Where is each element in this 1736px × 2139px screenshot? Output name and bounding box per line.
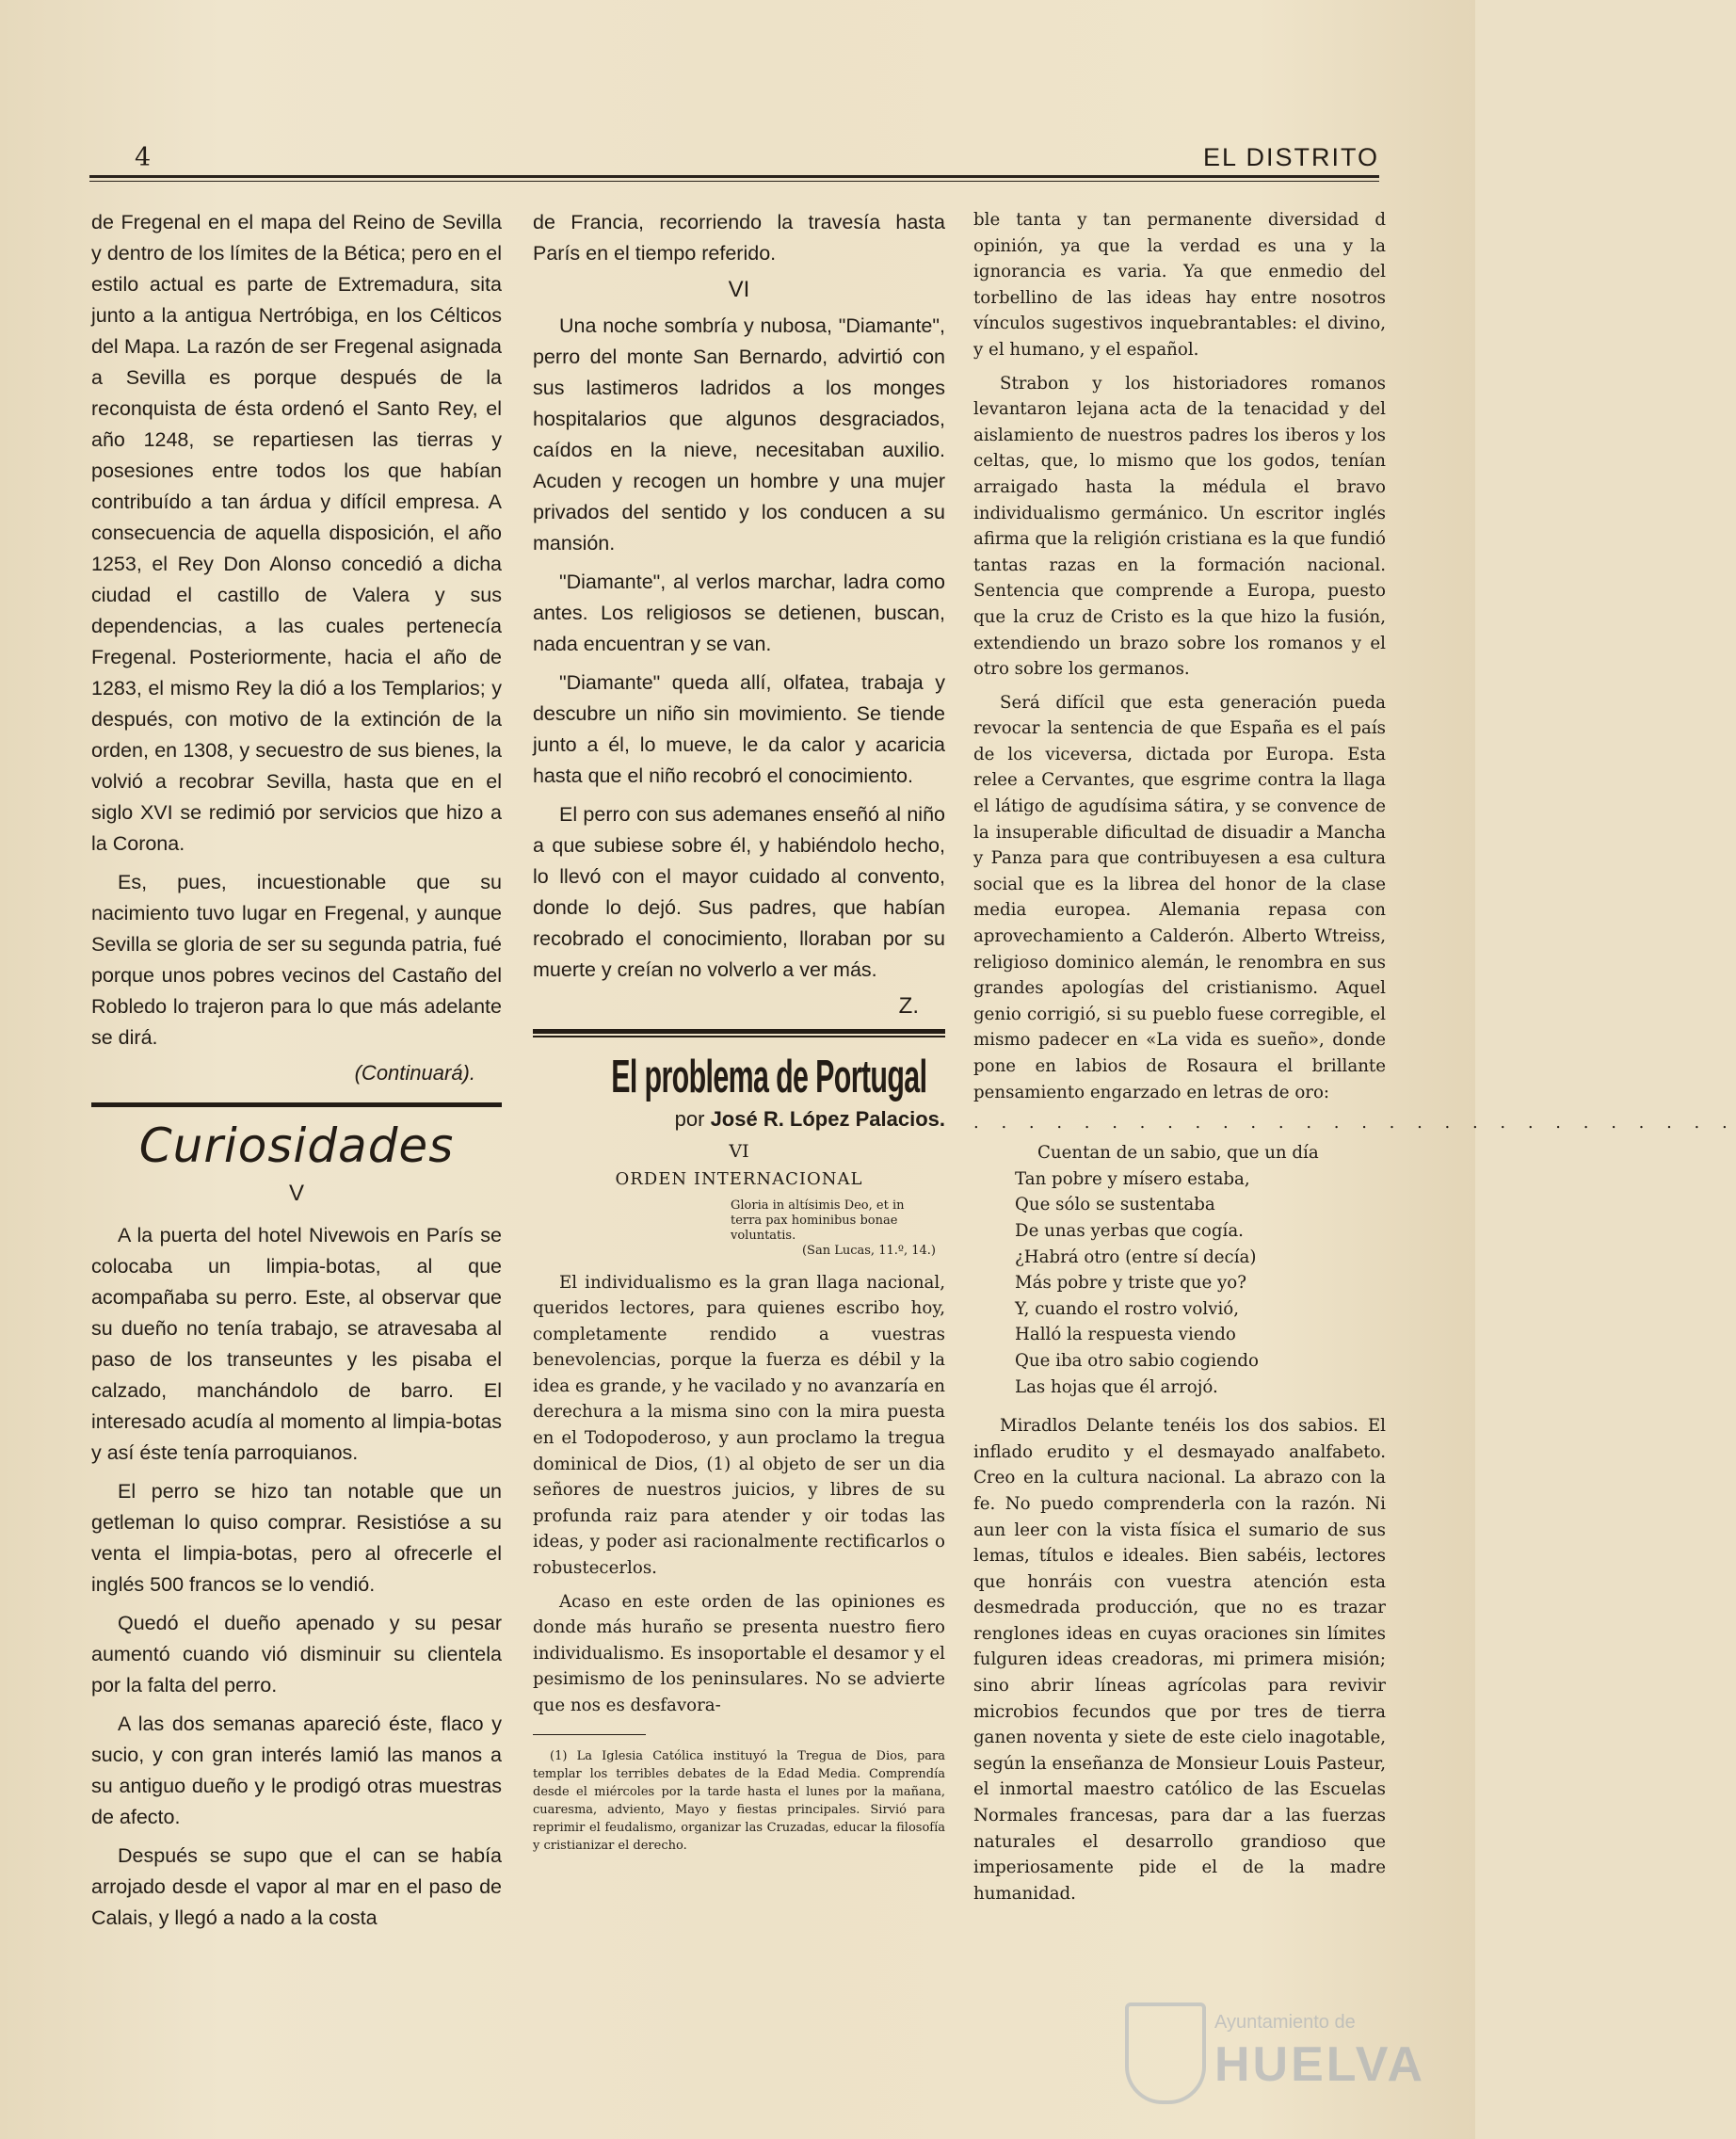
- paragraph: Una noche sombría y nubosa, "Diamante", perro del monte San Bernardo, advirtió con sus lastimeros ladridos a los monges hospitalarios que algunos desgraciados, caídos en la nieve, necesitaban auxilio. Acuden y recogen un hombre y una mujer privados del sentido y los conducen a su mansión.: [533, 314, 945, 555]
- ellipsis-row: . . . . . . . . . . . . . . . . . . . . . . . . . . . .: [973, 1113, 1736, 1134]
- column-2: [533, 207, 945, 1867]
- paragraph: Miradlos Delante tenéis los dos sabios. El inflado erudito y el desmayado analfabeto. Creo en la cultura nacional. La abrazo con la fe. No puedo comprenderla con la razón. Ni aun leer con la vista física el sumario de sus lemas, títulos e ideales. Bien sabéis, lectores que honráis con vuestra atención esta desmedrada producción, que no es trazar renglones ideas en cuyas oraciones sin límites fulguren ideas creadoras, mi primera misión; sino abrir líneas agrícolas para revivir microbios fecundos que por tres de tierra ganen noventa y siete de este cielo inagotable, según la enseñanza de Monsieur Louis Pasteur, el inmortal maestro católico de las Escuelas Normales francesas, para dar a las fuerzas naturales el desarrollo grandioso que imperiosamente pide el de la madre humanidad.: [973, 1416, 1386, 1904]
- curiosidades-title: Curiosidades: [138, 1118, 455, 1173]
- article-title: El problema de Portugal: [611, 1051, 927, 1102]
- watermark: [1125, 2001, 1426, 2114]
- page-number: 4: [135, 143, 152, 172]
- epigraph-text: Gloria in altísimis Deo, et in terra pax hominibus bonae voluntatis.: [731, 1198, 905, 1243]
- header-rule-bottom: [89, 181, 1379, 182]
- section-heading: ORDEN INTERNACIONAL: [615, 1168, 863, 1189]
- footnote: (1) La Iglesia Católica instituyó la Tregua de Dios, para templar los terribles debates de la Edad Media. Comprendía desde el miércoles por la tarde hasta el lunes por la mañana, cuaresma, adviento, Mayo y fiestas principales. Sirvió para reprimir el feudalismo, organizar las Cruzadas, educar la filosofía y cristianizar el derecho.: [533, 1748, 945, 1853]
- poem-line: Y, cuando el rostro volvió,: [1015, 1298, 1239, 1319]
- paragraph: Strabon y los historiadores romanos levantaron lejana acta de la tenacidad y del aislamiento de nuestros padres los iberos y los celtas, que, lo mismo que los godos, tenían arraigado hasta la médula el bravo individualismo germánico. Un escritor inglés afirma que la religión cristiana es la que fundió tantas razas en la formación nacional. Sentencia que comprende a Europa, puesto que la cruz de Cristo es la que hizo la fusión, extendiendo un brazo sobre los romanos y el otro sobre los germanos.: [973, 373, 1387, 680]
- poem-line: Cuentan de un sabio, que un día: [1037, 1143, 1319, 1164]
- paragraph: Es, pues, incuestionable que su nacimiento tuvo lugar en Fregenal, y aunque Sevilla se gloria de ser su segunda patria, fué porque unos pobres vecinos del Castaño del Robledo lo trajeron para lo que más adelante se dirá.: [91, 871, 502, 1049]
- paragraph: de Francia, recorriendo la travesía hasta París en el tiempo referido.: [533, 211, 945, 265]
- paragraph: "Diamante", al verlos marchar, ladra como antes. Los religiosos se detienen, buscan, nada encuentran y se van.: [533, 571, 945, 655]
- paragraph: A la puerta del hotel Nivewois en París se colocaba un limpia-botas, al que acompañaba su perro. Este, al observar que su dueño no tenía trabajo, se atravesaba al paso de los transeuntes y les pisaba el calzado, manchándolo de barro. El interesado acudía al momento al limpia-botas y así éste tenía parroquianos.: [91, 1224, 502, 1464]
- signature: Z.: [898, 993, 919, 1019]
- byline-author: José R. López Palacios.: [710, 1106, 945, 1131]
- paragraph: Acaso en este orden de las opiniones es donde más huraño se presenta nuestro fiero individualismo. Es insoportable el desamor y el pesimismo de los peninsulares. No se advierte que nos es desfavora-: [533, 1591, 945, 1715]
- poem-line: ¿Habrá otro (entre sí decía): [1015, 1246, 1257, 1267]
- watermark-line-2: HUELVA: [1214, 2037, 1426, 2092]
- paragraph: ble tanta y tan permanente diversidad d opinión, ya que la verdad es una y la ignorancia es varia. Ya que enmedio del torbellino de las ideas hay entre nosotros vínculos sugestivos inquebrantables: el divino, y el humano, y el español.: [973, 210, 1386, 360]
- poem-line: Tan pobre y mísero estaba,: [1015, 1168, 1250, 1189]
- watermark-line-1: Ayuntamiento de: [1214, 2012, 1356, 2033]
- story-numeral: VI: [728, 277, 750, 302]
- paragraph: "Diamante" queda allí, olfatea, trabaja y descubre un niño sin movimiento. Se tiende junto a él, lo mueve, le da calor y acaricia hasta que el niño recobró el conocimiento.: [533, 671, 945, 787]
- poem-line: Más pobre y triste que yo?: [1015, 1273, 1246, 1294]
- page-header: [89, 141, 1379, 179]
- byline-prefix: por: [674, 1106, 705, 1131]
- paragraph: Después se supo que el can se había arrojado desde el vapor al mar en el paso de Calais, y llegó a nado a la costa: [91, 1844, 502, 1929]
- paragraph: El perro se hizo tan notable que un getleman lo quiso comprar. Resistióse a su venta el limpia-botas, pero al ofrecerle el inglés 500 francos se lo vendió.: [91, 1480, 502, 1596]
- poem-line: Las hojas que él arrojó.: [1015, 1376, 1218, 1397]
- article-numeral: VI: [729, 1140, 749, 1162]
- section-divider-thin: [533, 1036, 945, 1037]
- epigraph: [731, 1198, 936, 1259]
- coat-of-arms-icon: [1125, 2002, 1206, 2104]
- paragraph: Quedó el dueño apenado y su pesar aumentó cuando vió disminuir su clientela por la falta del perro.: [91, 1612, 502, 1697]
- masthead: EL DISTRITO: [1202, 143, 1379, 171]
- poem-line: Que sólo se sustentaba: [1015, 1195, 1215, 1215]
- curiosidades-numeral: V: [288, 1181, 304, 1206]
- paragraph: de Fregenal en el mapa del Reino de Sevilla y dentro de los límites de la Bética; pero en el estilo actual es parte de Extremadura, sita junto a la antigua Nertróbiga, en los Célticos del Mapa. La razón de ser Fregenal asignada a Sevilla es porque después de la reconquista de ésta ordenó el Santo Rey, el año 1248, se repartiesen las tierras y posesiones entre todos los que habían contribuído a tan árdua y difícil empresa. A consecuencia de aquella disposición, el año 1253, el Rey Don Alonso concedió a dicha ciudad el castillo de Valera y sus dependencias, a las cuales pertenecía Fregenal. Posteriormente, hacia el año de 1283, el mismo Rey la dió a los Templarios; y después, con motivo de la extinción de la orden, en 1308, y secuestro de sus bienes, la volvió a recobrar Sevilla, hasta que en el siglo XVI se redimió por servicios que hizo a la Corona.: [91, 211, 502, 855]
- footnote-rule: [533, 1734, 646, 1735]
- column-3: [973, 207, 1736, 1914]
- section-divider: [91, 1102, 502, 1107]
- poem-line: De unas yerbas que cogía.: [1015, 1220, 1244, 1241]
- paragraph: A las dos semanas apareció éste, flaco y sucio, y con gran interés lamió las manos a su antiguo dueño y le prodigó otras muestras de afecto.: [91, 1713, 502, 1828]
- poem: [1015, 1140, 1386, 1400]
- paragraph: El perro con sus ademanes enseñó al niño a que subiese sobre él, y habiéndolo hecho, lo llevó con el mayor cuidado al convento, donde lo dejó. Sus padres, que habían recobrado el conocimiento, lloraban por su muerte y creían no volverlo a ver más.: [533, 803, 945, 981]
- poem-line: Halló la respuesta viendo: [1015, 1325, 1236, 1345]
- poem-line: Que iba otro sabio cogiendo: [1015, 1350, 1259, 1371]
- paragraph: Será difícil que esta generación pueda revocar la sentencia de que España es el país de los viceversa, dictada por Europa. Esta relee a Cervantes, que esgrime contra la llaga el látigo de agudísima sátira, y se convence de la insuperable dificultad de disuadir a Mancha y Panza para que contribuyesen a esa cultura social que es la librea del honor de la clase media europea. Alemania repasa con aprovechamiento a Calderón. Alberto Wtreiss, religioso dominico alemán, le renombra en sus grandes apologías del cristianismo. Aquel genio corrigió, si su pueblo fuese corregible, el mismo padecer en «La vida es sueño», donde pone en labios de Rosaura el brillante pensamiento engarzado en letras de oro:: [973, 692, 1386, 1102]
- epigraph-source: (San Lucas, 11.º, 14.): [801, 1243, 936, 1258]
- header-rule-top: [89, 175, 1379, 178]
- section-divider: [533, 1029, 945, 1034]
- continuara-note: (Continuará).: [354, 1061, 475, 1085]
- column-1: [91, 207, 502, 1941]
- byline: [533, 1107, 945, 1132]
- paragraph: El individualismo es la gran llaga nacional, queridos lectores, para quienes escribo hoy, completamente rendido a vuestras benevolencias, porque la fuerza es débil y la idea es grande, y he vacilado y no avanzaría en derechura a la misma sino con la mira puesta en el Todopoderoso, y aun proclamo la tregua dominical de Dios, (1) al objeto de ser un dia señores de nuestros juicios, y libres de su profunda raiz para atender y oir todas las ideas, y poder asi racionalmente rectificarlos o robustecerlos.: [533, 1272, 945, 1579]
